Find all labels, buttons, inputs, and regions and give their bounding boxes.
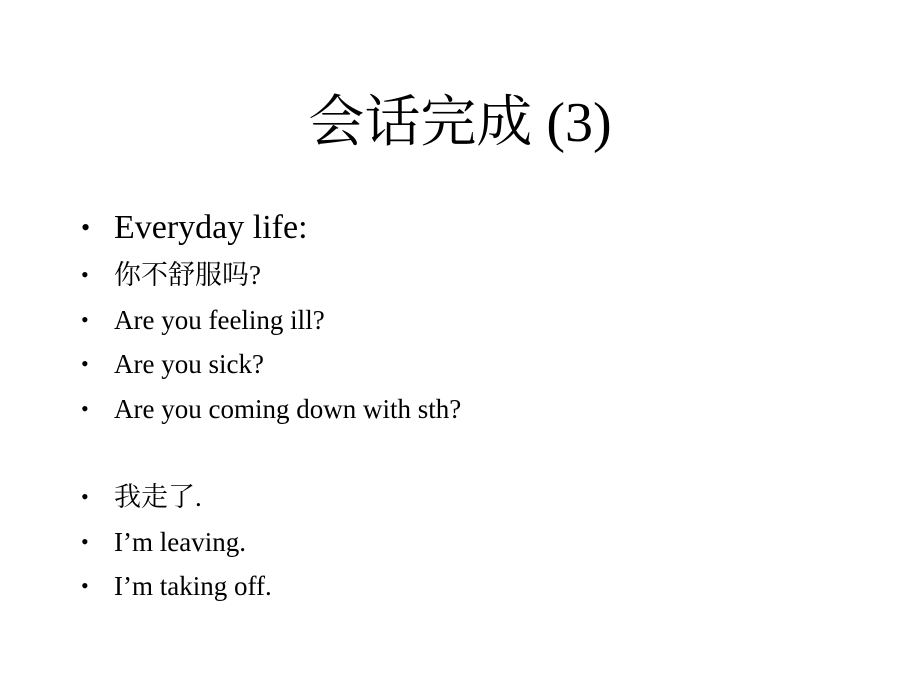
list-item-text: Are you feeling ill? <box>114 304 325 335</box>
bullet-icon: • <box>81 213 91 242</box>
list-item-text: 你不舒服吗? <box>114 260 261 290</box>
list-item <box>74 475 874 520</box>
bullet-list <box>74 203 874 609</box>
bullet-icon: • <box>81 306 89 332</box>
bullet-icon: • <box>81 262 89 287</box>
list-item <box>74 342 874 387</box>
bullet-icon: • <box>81 351 89 376</box>
list-item-text: Are you coming down with sth? <box>114 393 462 424</box>
bullet-icon: • <box>81 573 89 598</box>
list-item-text: 我走了. <box>114 482 202 512</box>
bullet-icon: • <box>81 484 89 509</box>
list-item <box>74 298 874 343</box>
slide-title: 会话完成 (3) <box>308 92 612 154</box>
list-item <box>74 253 874 298</box>
bullet-icon: • <box>81 395 89 421</box>
list-item <box>74 387 874 432</box>
list-item-text: I’m taking off. <box>114 571 272 601</box>
list-item-text: I’m leaving. <box>114 526 246 557</box>
list-spacer <box>74 431 874 475</box>
list-item-text: Everyday life: <box>114 209 308 246</box>
list-item <box>74 520 874 565</box>
list-item-heading <box>74 203 874 253</box>
list-item-text: Are you sick? <box>114 349 264 379</box>
bullet-icon: • <box>81 528 89 554</box>
list-item <box>74 564 874 609</box>
